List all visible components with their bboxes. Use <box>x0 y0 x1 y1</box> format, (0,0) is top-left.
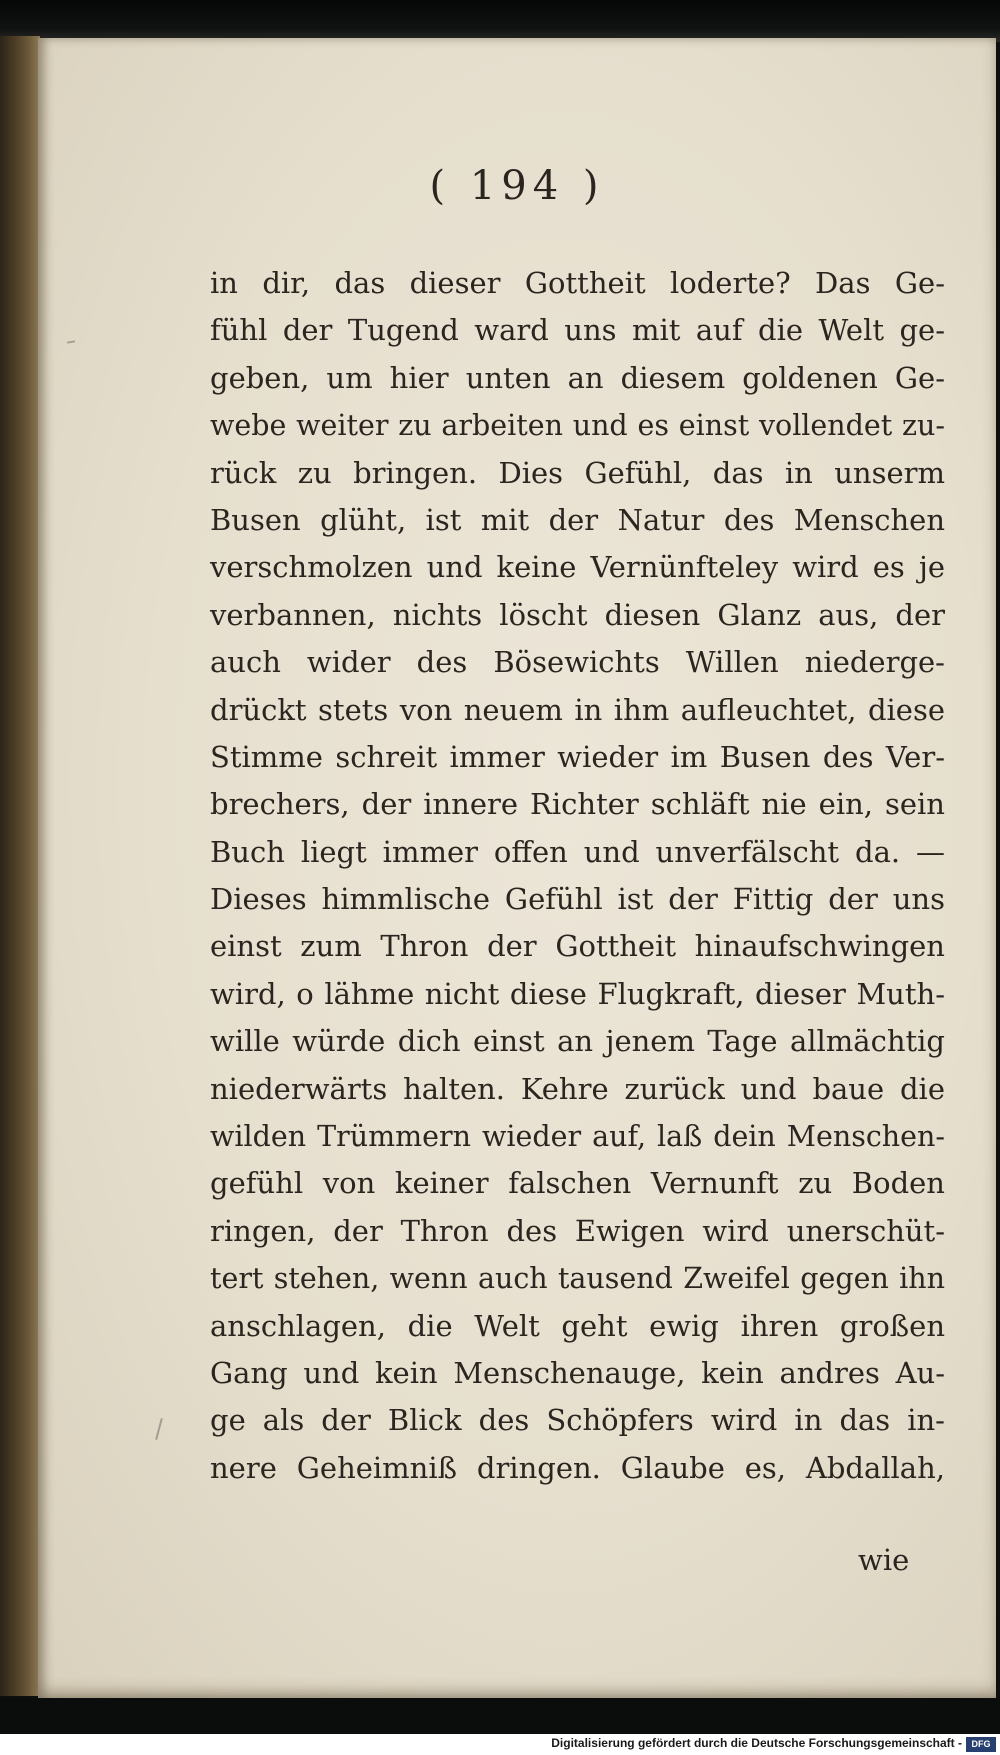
attribution-bar <box>0 1734 1000 1755</box>
text-line: webe weiter zu arbeiten und es einst vollendet zu- <box>210 409 945 443</box>
text-line: fühl der Tugend ward uns mit auf die Welt ge- <box>210 313 945 348</box>
text-line: Dieses himmlische Gefühl ist der Fittig der uns <box>210 882 945 917</box>
text-line: verbannen, nichts löscht diesen Glanz aus, der <box>210 597 945 632</box>
text-line: wilden Trümmern wieder auf, laß dein Menschen- <box>210 1120 945 1154</box>
pencil-mark <box>67 340 75 343</box>
text-line: geben, um hier unten an diesem goldenen Ge- <box>210 360 945 395</box>
text-line: niederwärts halten. Kehre zurück und baue die <box>210 1071 945 1106</box>
text-line: wille würde dich einst an jenem Tage allmächtig <box>210 1024 945 1059</box>
text-line: gefühl von keiner falschen Vernunft zu Boden <box>210 1166 945 1201</box>
text-line: drückt stets von neuem in ihm aufleuchtet, diese <box>210 692 945 727</box>
text-line: ringen, der Thron des Ewigen wird unerschüt- <box>210 1213 945 1248</box>
page-number: ( 194 ) <box>429 163 605 209</box>
text-line: einst zum Thron der Gottheit hinaufschwingen <box>210 929 945 964</box>
text-line: wird, o lähme nicht diese Flugkraft, dieser Muth- <box>210 976 945 1011</box>
text-line: anschlagen, die Welt geht ewig ihren großen <box>210 1308 945 1343</box>
text-line: Buch liegt immer offen und unverfälscht da. — <box>210 834 945 869</box>
text-line: ge als der Blick des Schöpfers wird in das in- <box>210 1403 945 1438</box>
catchword: wie <box>858 1543 910 1577</box>
body-text <box>210 260 945 1492</box>
scan-top-edge <box>0 0 1000 42</box>
book-page <box>38 38 996 1698</box>
text-line: rück zu bringen. Dies Gefühl, das in unserm <box>210 455 945 490</box>
scan-bottom-edge <box>0 1698 1000 1734</box>
funding-attribution: Digitalisierung gefördert durch die Deutsche Forschungsgemeinschaft - <box>551 1736 962 1750</box>
text-line: Gang und kein Menschenauge, kein andres Au- <box>210 1355 945 1390</box>
text-line: Stimme schreit immer wieder im Busen des Ver- <box>210 739 945 774</box>
dfg-logo-icon: DFG <box>966 1737 996 1752</box>
text-line: brechers, der innere Richter schläft nie ein, sein <box>210 787 945 822</box>
book-spine-edge <box>0 36 40 1696</box>
text-line: tert stehen, wenn auch tausend Zweifel gegen ihn <box>210 1262 945 1296</box>
text-line: auch wider des Bösewichts Willen niederge- <box>210 645 945 680</box>
text-line: Busen glüht, ist mit der Natur des Menschen <box>210 502 945 537</box>
text-line: verschmolzen und keine Vernünfteley wird es je <box>210 550 945 585</box>
text-line: nere Geheimniß dringen. Glaube es, Abdallah, <box>210 1450 945 1485</box>
pencil-mark <box>155 1418 163 1440</box>
text-line: in dir, das dieser Gottheit loderte? Das Ge- <box>210 266 945 300</box>
